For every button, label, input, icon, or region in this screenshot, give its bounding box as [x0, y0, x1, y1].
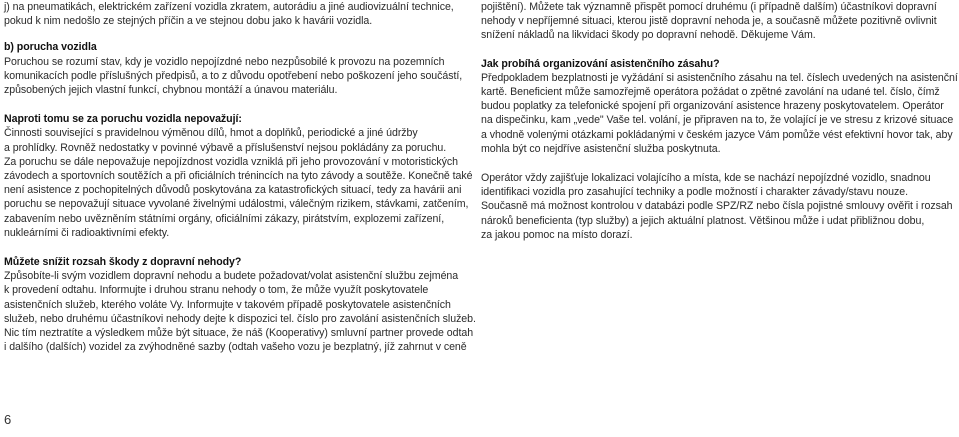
not-breakdown-line: zabavením nebo uvězněním státními orgány, oficiálními zákazy, pirátstvím, explozemi zařízení,	[4, 212, 445, 225]
not-breakdown-section	[4, 112, 474, 240]
operator-line: identifikaci vozidla pro zasahující techniky a podle možností i charakter závady/stavu nouze.	[481, 186, 908, 199]
reduce-damage-heading: Můžete snížit rozsah škody z dopravní nehody?	[4, 256, 242, 269]
section-b-line: komunikacích podle příslušných předpisů, a to z důvodu opotřebení nebo poškození jeho součástí,	[4, 69, 463, 82]
not-breakdown-line: Činnosti související s pravidelnou výměnou dílů, hmot a doplňků, periodické a jiné údržby	[4, 127, 418, 140]
section-b-line: způsobených jejich vlastní funkcí, chybnou montáží a únavou materiálu.	[4, 84, 338, 97]
section-b	[4, 40, 474, 97]
not-breakdown-line: není asistence z pochopitelných důvodů poskytována za katastrofických situací, tedy za havárii ani	[4, 184, 462, 197]
not-breakdown-line: Za poruchu se dále nepovažuje nepojízdnost vozidla vzniklá při jeho provozování v motoristických	[4, 155, 458, 168]
request-assistance-line: a vhodně volenými otázkami pokládanými v českém jazyce Vám pomůže vést efektivní hovor tak, aby	[481, 128, 953, 141]
not-breakdown-line: poruchu se nepovažují situace vyvolané živelnými událostmi, válečným rizikem, stávkami, zatčením,	[4, 198, 469, 211]
reduce-damage-line: i dalšího (dalších) vozidel za zvýhodněné sazby (odtah vašeho vozu je bezplatný, jíž zahrnut v ceně	[4, 341, 467, 354]
left-column	[4, 0, 474, 354]
operator-paragraph	[481, 171, 955, 242]
not-breakdown-line: nukleárními či radioaktivními efekty.	[4, 226, 170, 239]
reduce-damage-section	[4, 255, 474, 354]
request-assistance-heading: Jak probíhá organizování asistenčního zásahu?	[481, 57, 720, 70]
continuation-line: snížení nákladů na likvidaci škody po dopravní nehodě. Děkujeme Vám.	[481, 29, 816, 42]
request-assistance-line: budou poplatky za telefonické spojení při organizování asistence hrazeny poskytovatelem. Operátor	[481, 100, 944, 113]
operator-line: za jakou pomoc na místo dorazí.	[481, 228, 633, 241]
section-b-line: Poruchou se rozumí stav, kdy je vozidlo nepojízdné nebo nezpůsobilé k provozu na pozemních	[4, 55, 445, 68]
reduce-damage-line: Nic tím neztratíte a výsledkem může být situace, že náš (Kooperativy) smluvní partner provede odtah	[4, 327, 474, 340]
request-assistance-line: na dispečinku, kam „vede" Vaše tel. volání, je připraven na to, že volající je ve stresu z krizové situace	[481, 114, 954, 127]
operator-line: nároků beneficienta (typ služby) a jejich aktuální platnost. Většinou může i udat přibližnou dobu,	[481, 214, 925, 227]
request-assistance-section	[481, 57, 958, 156]
operator-line: Současně má možnost kontrolou v databázi podle SPZ/RZ nebo čísla pojistné smlouvy ověřit i rozsah	[481, 200, 953, 213]
operator-line: Operátor vždy zajišťuje lokalizaci volajícího a místa, kde se nachází nepojízdné vozidlo, snadnou	[481, 172, 931, 185]
request-assistance-line: kartě. Beneficient může samozřejmě operátora požádat o zpětné zavolání na udané tel. číslo, čímž	[481, 86, 940, 99]
intro-line: pokud k nim nedošlo ze stejných příčin a ve stejnou dobu jako k havárii vozidla.	[4, 15, 373, 28]
section-b-heading: b) porucha vozidla	[4, 41, 97, 54]
continuation-paragraph	[481, 0, 955, 43]
continuation-line: nehody v nepříjemné situaci, kterou jistě dopravní nehoda je, a současně můžete pozitivně ovlivnit	[481, 15, 937, 28]
intro-paragraph	[4, 0, 474, 28]
request-assistance-line: Předpokladem bezplatnosti je vyžádání si asistenčního zásahu na tel. číslech uvedených na asistenční	[481, 71, 958, 84]
continuation-line: pojištění). Můžete tak významně přispět pomocí druhému (i případně dalším) účastníkovi dopravní	[481, 1, 937, 13]
not-breakdown-line: a prohlídky. Rovněž nedostatky v povinné výbavě a příslušenství nejsou pokládány za poruchu.	[4, 141, 447, 154]
intro-line: j) na pneumatikách, elektrickém zařízení vozidla zkratem, autorádiu a jiné audiovizuální technice,	[4, 1, 454, 13]
reduce-damage-line: k provedení odtahu. Informujte i druhou stranu nehody o tom, že může využít poskytovatele	[4, 284, 429, 297]
reduce-damage-line: služeb, nebo druhému účastníkovi nehody dejte k dispozici tel. číslo pro zavolání asistenčních služeb.	[4, 312, 476, 325]
right-column	[481, 0, 958, 242]
not-breakdown-line: závodech a sportovních soutěžích a při oficiálních trénincích na tyto závody a soutěže. Konečně také	[4, 170, 473, 183]
page-number: 6	[4, 412, 12, 427]
reduce-damage-line: asistenčních služeb, kterého voláte Vy. Informujte v takovém případě poskytovatele asistenčních	[4, 298, 451, 311]
reduce-damage-line: Způsobíte-li svým vozidlem dopravní nehodu a budete požadovat/volat asistenční službu zejména	[4, 270, 459, 283]
request-assistance-line: mohla být co nejdříve asistenční služba poskytnuta.	[481, 142, 721, 155]
not-breakdown-heading: Naproti tomu se za poruchu vozidla nepovažují:	[4, 113, 242, 126]
